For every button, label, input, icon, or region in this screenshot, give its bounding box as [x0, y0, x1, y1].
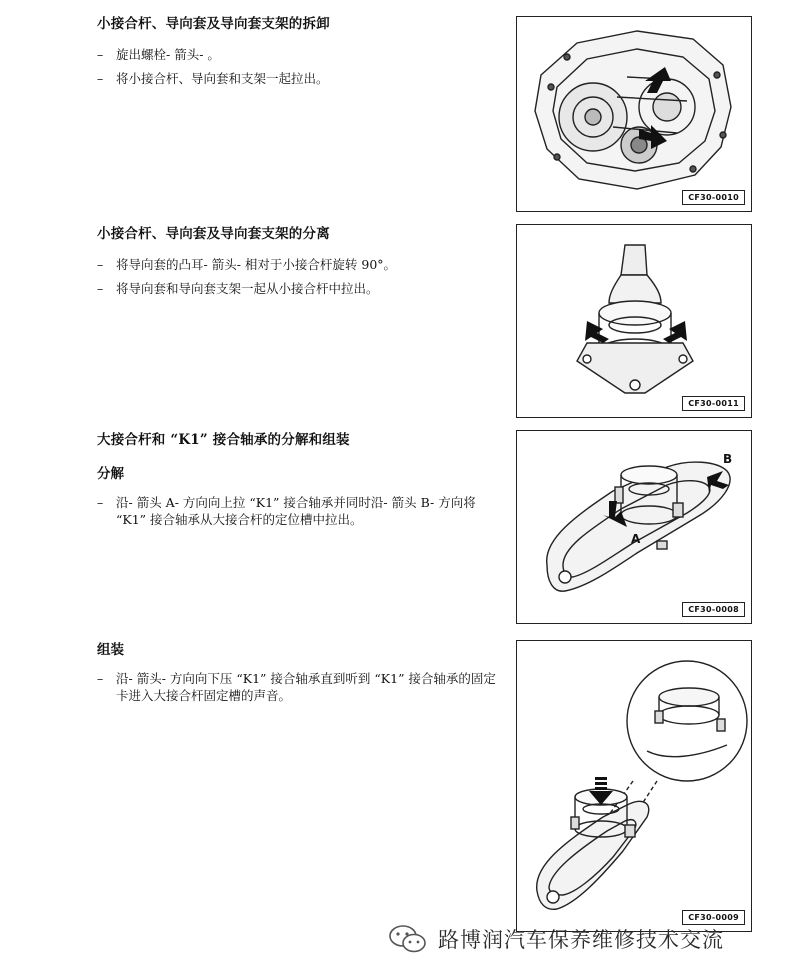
- watermark: [388, 919, 724, 959]
- large-lever-illustration: [517, 431, 750, 622]
- arrow-label-a: A: [631, 532, 641, 546]
- watermark-text: 路博润汽车保养维修技术交流: [438, 928, 724, 952]
- step-dash: –: [97, 71, 104, 86]
- section-assembly: [97, 638, 497, 711]
- step-item: [97, 70, 497, 87]
- section-subheading: 组装: [97, 642, 124, 658]
- step-dash: –: [97, 671, 104, 686]
- figure-label: CF30-0010: [682, 190, 745, 205]
- wechat-logo-icon: [388, 923, 428, 955]
- section-subheading: 分解: [97, 466, 124, 482]
- step-item: [97, 494, 497, 528]
- assembly-illustration: [517, 641, 750, 930]
- step-dash: –: [97, 281, 104, 296]
- figure-label: CF30-0009: [682, 910, 745, 925]
- section-heading: 大接合杆和 “K1” 接合轴承的分解和组装: [97, 432, 350, 448]
- step-item: [97, 46, 497, 63]
- figure-label: CF30-0011: [682, 396, 745, 411]
- step-text: 将小接合杆、导向套和支架一起拉出。: [116, 71, 329, 86]
- figure-gearbox-housing: [516, 16, 752, 212]
- figure-assembly: [516, 640, 752, 932]
- section-heading: 小接合杆、导向套及导向套支架的分离: [97, 226, 330, 242]
- section-disassembly: [97, 428, 497, 535]
- section-separation: [97, 222, 497, 304]
- section-removal: [97, 12, 497, 94]
- step-text: 沿- 箭头- 方向向下压 “K1” 接合轴承直到听到 “K1” 接合轴承的固定卡进入大接合杆固定槽的声音。: [116, 671, 496, 703]
- figure-guide-sleeve: [516, 224, 752, 418]
- figure-label: CF30-0008: [682, 602, 745, 617]
- step-dash: –: [97, 47, 104, 62]
- step-text: 旋出螺栓- 箭头- 。: [116, 47, 220, 62]
- step-text: 将导向套和导向套支架一起从小接合杆中拉出。: [116, 281, 379, 296]
- step-dash: –: [97, 495, 104, 510]
- step-dash: –: [97, 257, 104, 272]
- gearbox-illustration: [517, 17, 750, 210]
- step-item: [97, 256, 497, 273]
- section-heading: 小接合杆、导向套及导向套支架的拆卸: [97, 16, 330, 32]
- step-text: 沿- 箭头 A- 方向向上拉 “K1” 接合轴承并同时沿- 箭头 B- 方向将 “K1” 接合轴承从大接合杆的定位槽中拉出。: [116, 495, 476, 527]
- arrow-label-b: B: [723, 452, 733, 466]
- step-item: [97, 280, 497, 297]
- guide-sleeve-illustration: [517, 225, 750, 416]
- step-text: 将导向套的凸耳- 箭头- 相对于小接合杆旋转 90°。: [116, 257, 397, 272]
- step-item: [97, 670, 497, 704]
- figure-large-lever-disassembly: [516, 430, 752, 624]
